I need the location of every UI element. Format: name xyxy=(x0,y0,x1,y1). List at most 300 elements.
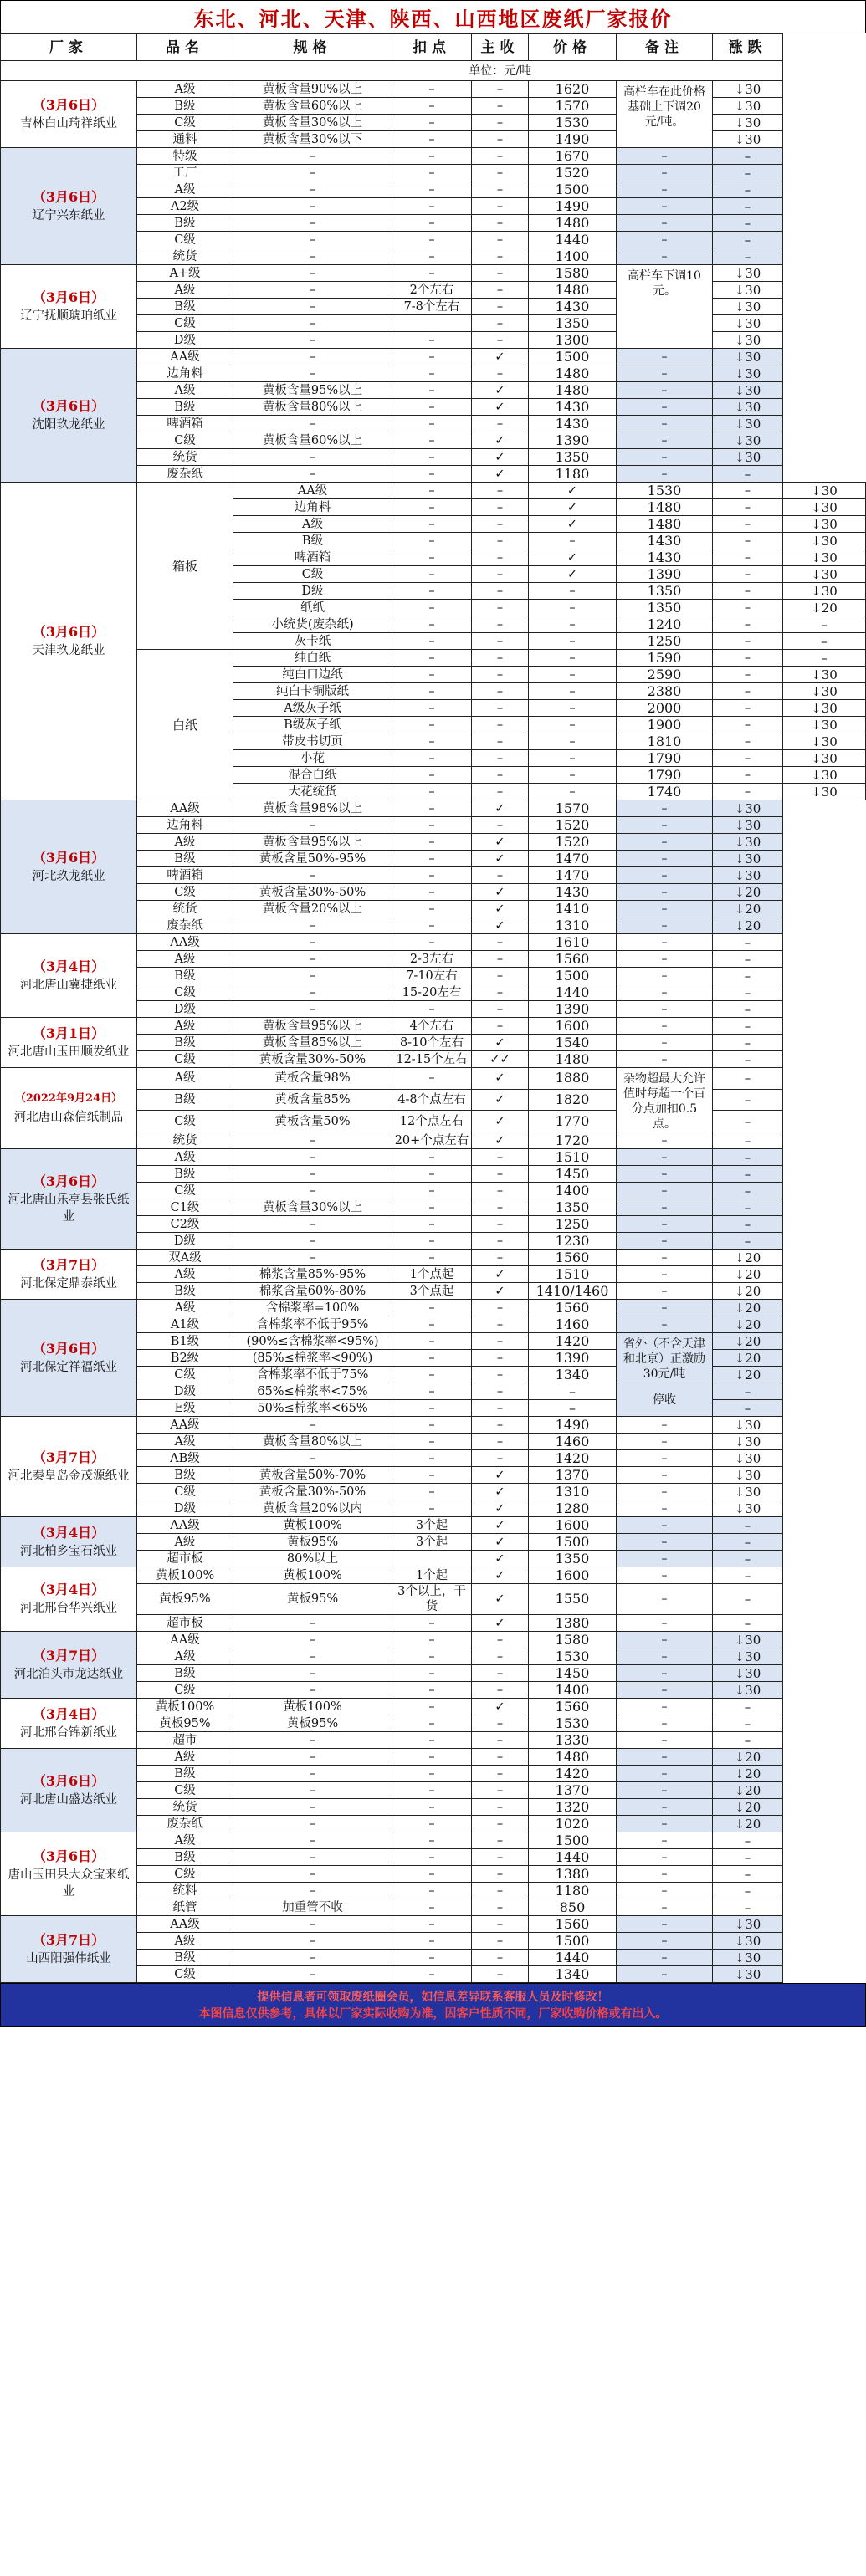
deduction-cell: – xyxy=(392,1467,472,1484)
note-cell: – xyxy=(617,1916,713,1933)
spec-cell: 黄板100% xyxy=(233,1699,392,1715)
price-cell: 1900 xyxy=(617,717,713,733)
company-cell xyxy=(1,265,137,349)
note-cell: – xyxy=(617,1799,713,1816)
change-cell: ↓30 xyxy=(713,1484,783,1500)
note-cell: – xyxy=(713,700,783,717)
main-collect-cell: – xyxy=(472,1417,529,1434)
note-cell: – xyxy=(617,1001,713,1018)
header-company: 厂家 xyxy=(1,34,137,61)
main-collect-cell: ✓ xyxy=(529,549,617,566)
product-cell: 通料 xyxy=(137,131,233,148)
main-collect-cell: ✓✓ xyxy=(472,1051,529,1068)
company-cell xyxy=(1,1250,137,1300)
company-name: 河北秦皇岛金茂源纸业 xyxy=(8,1469,130,1483)
main-collect-cell: – xyxy=(472,215,529,232)
product-cell: B级 xyxy=(137,1766,233,1782)
price-cell: 1330 xyxy=(529,1732,617,1749)
company-name: 河北邢台华兴纸业 xyxy=(20,1602,117,1615)
spec-cell: – xyxy=(233,1832,392,1849)
main-collect-cell: ✓ xyxy=(472,800,529,817)
price-cell: 1350 xyxy=(617,600,713,616)
company-cell xyxy=(1,1567,137,1632)
spec-cell: – xyxy=(233,165,392,181)
company-cell xyxy=(1,934,137,1018)
product-cell: D级 xyxy=(137,1500,233,1517)
price-cell: 1450 xyxy=(529,1665,617,1682)
product-cell: 黄板100% xyxy=(137,1567,233,1584)
change-cell: – xyxy=(713,148,783,165)
main-collect-cell: – xyxy=(472,1933,529,1950)
product-cell: C2级 xyxy=(137,1216,233,1233)
deduction-cell: – xyxy=(472,533,529,549)
deduction-cell: – xyxy=(392,1799,472,1816)
change-cell: ↓20 xyxy=(713,901,783,917)
price-cell: – xyxy=(529,1400,617,1417)
note-cell: – xyxy=(617,1183,713,1199)
company-name: 河北唐山盛达纸业 xyxy=(20,1792,117,1807)
deduction-cell: 2个左右 xyxy=(392,282,472,299)
main-collect-cell: – xyxy=(529,750,617,767)
deduction-cell: – xyxy=(392,1350,472,1367)
product-cell: A+级 xyxy=(137,265,233,282)
price-cell: 1410 xyxy=(529,901,617,917)
spec-cell: 黄板含量50%-95% xyxy=(233,851,392,867)
price-cell: 1600 xyxy=(529,1517,617,1534)
deduction-cell: – xyxy=(392,1648,472,1665)
company-date: （3月4日） xyxy=(32,1582,105,1597)
spec-cell: – xyxy=(392,750,472,767)
deduction-cell: – xyxy=(392,466,472,483)
note-cell: – xyxy=(617,1534,713,1551)
spec-cell: 黄板含量30%-50% xyxy=(233,884,392,901)
main-collect-cell: ✓ xyxy=(472,1551,529,1567)
spec-cell: – xyxy=(233,1149,392,1166)
note-cell: – xyxy=(713,667,783,683)
product-cell: B级 xyxy=(137,1467,233,1484)
deduction-cell: – xyxy=(392,1950,472,1966)
spec-cell: (85%≤棉浆率<90%) xyxy=(233,1350,392,1367)
deduction-cell: 7-10左右 xyxy=(392,968,472,984)
product-cell: 边角料 xyxy=(137,365,233,382)
price-cell: 1390 xyxy=(529,1350,617,1367)
spec-cell: – xyxy=(233,1001,392,1018)
note-cell: – xyxy=(713,717,783,733)
product-cell: C1级 xyxy=(137,1199,233,1216)
main-collect-cell: – xyxy=(529,633,617,650)
note-cell: – xyxy=(617,1615,713,1632)
spec-cell: – xyxy=(233,1417,392,1434)
price-cell: 1020 xyxy=(529,1816,617,1832)
company-date: （3月6日） xyxy=(32,1173,105,1189)
spec-cell: – xyxy=(392,700,472,717)
product-cell: A1级 xyxy=(137,1316,233,1333)
deduction-cell: – xyxy=(392,1001,472,1018)
deduction-cell: – xyxy=(392,1766,472,1782)
spec-cell: – xyxy=(392,667,472,683)
note-cell: – xyxy=(617,198,713,215)
main-collect-cell: – xyxy=(472,148,529,165)
product-cell: 统货 xyxy=(137,248,233,265)
price-cell: 1420 xyxy=(529,1450,617,1467)
product-cell: E级 xyxy=(137,1400,233,1417)
spec-cell: – xyxy=(233,349,392,365)
company-date: （3月6日） xyxy=(32,1848,105,1864)
note-cell: – xyxy=(617,1250,713,1266)
deduction-cell: – xyxy=(392,1166,472,1183)
main-collect-cell: – xyxy=(472,934,529,951)
product-cell: C级 xyxy=(137,984,233,1001)
main-collect-cell: ✓ xyxy=(472,1035,529,1051)
deduction-cell: – xyxy=(392,1316,472,1333)
deduction-cell: 15-20左右 xyxy=(392,984,472,1001)
main-collect-cell: – xyxy=(529,650,617,667)
note-cell: – xyxy=(617,1699,713,1715)
deduction-cell: – xyxy=(392,1149,472,1166)
spec-cell: 黄板含量98% xyxy=(233,1068,392,1090)
deduction-cell: – xyxy=(392,98,472,115)
price-cell: 1480 xyxy=(617,499,713,516)
main-collect-cell: ✓ xyxy=(472,901,529,917)
price-cell: 1570 xyxy=(529,98,617,115)
deduction-cell: – xyxy=(392,934,472,951)
main-collect-cell: – xyxy=(472,1849,529,1866)
main-collect-cell: – xyxy=(472,198,529,215)
note-cell: – xyxy=(617,181,713,198)
main-collect-cell: – xyxy=(529,533,617,549)
note-cell: – xyxy=(617,148,713,165)
change-cell: ↓20 xyxy=(713,917,783,934)
spec-cell: – xyxy=(233,1916,392,1933)
spec-cell: – xyxy=(233,951,392,968)
deduction-cell: – xyxy=(392,416,472,432)
main-collect-cell: – xyxy=(472,1367,529,1383)
change-cell: ↓30 xyxy=(713,332,783,349)
price-cell: 1880 xyxy=(529,1068,617,1090)
note-cell: – xyxy=(617,817,713,834)
price-cell: 1420 xyxy=(529,1333,617,1350)
company-name: 山西阳强伟纸业 xyxy=(26,1951,111,1965)
table-row xyxy=(1,349,866,365)
spec-cell: 黄板含量50%-70% xyxy=(233,1467,392,1484)
product-cell: 边角料 xyxy=(233,499,392,516)
main-collect-cell: ✓ xyxy=(472,1534,529,1551)
product-cell: AA级 xyxy=(137,1417,233,1434)
product-cell: A级 xyxy=(137,1018,233,1035)
main-collect-cell: ✓ xyxy=(472,1467,529,1484)
spec-cell: – xyxy=(392,583,472,600)
deduction-cell: – xyxy=(392,198,472,215)
price-cell: 1470 xyxy=(529,867,617,884)
price-cell: 1770 xyxy=(529,1111,617,1132)
company-cell xyxy=(1,1018,137,1068)
company-cell xyxy=(1,349,137,483)
price-cell: 1430 xyxy=(529,299,617,315)
spec-cell: – xyxy=(233,1732,392,1749)
company-name: 辽宁抚顺琥珀纸业 xyxy=(20,309,117,323)
note-cell: – xyxy=(617,1883,713,1899)
main-collect-cell: ✓ xyxy=(472,1584,529,1615)
note-cell: – xyxy=(617,349,713,365)
change-cell: ↓30 xyxy=(713,382,783,399)
change-cell: – xyxy=(713,1699,783,1715)
price-cell: 1670 xyxy=(529,148,617,165)
table-row xyxy=(1,81,866,98)
main-collect-cell: ✓ xyxy=(472,382,529,399)
product-cell: AA级 xyxy=(137,1632,233,1648)
spec-cell: – xyxy=(233,332,392,349)
company-date: （3月7日） xyxy=(32,1647,105,1664)
spec-cell: 含棉浆率不低于95% xyxy=(233,1316,392,1333)
change-cell: – xyxy=(713,1400,783,1417)
change-cell: ↓30 xyxy=(783,733,866,750)
product-cell: B级 xyxy=(137,968,233,984)
spec-cell: – xyxy=(233,1166,392,1183)
main-collect-cell: – xyxy=(529,583,617,600)
spec-cell: – xyxy=(233,282,392,299)
spec-cell: – xyxy=(392,633,472,650)
product-cell: 大花统货 xyxy=(233,784,392,800)
deduction-cell: – xyxy=(392,851,472,867)
company-date: （3月6日） xyxy=(32,849,105,866)
company-cell xyxy=(1,1517,137,1567)
note-cell: – xyxy=(617,1517,713,1534)
spec-cell: – xyxy=(233,198,392,215)
deduction-cell: – xyxy=(392,131,472,148)
change-cell: – xyxy=(713,466,783,483)
change-cell: ↓30 xyxy=(713,399,783,416)
note-cell: – xyxy=(713,616,783,633)
footer-line-1: 提供信息者可领取废纸圈会员，如信息差异联系客服人员及时修改！ xyxy=(257,1991,609,2004)
change-cell: – xyxy=(713,1732,783,1749)
price-cell: 1430 xyxy=(529,416,617,432)
price-cell: 1400 xyxy=(529,1682,617,1699)
product-cell: A级 xyxy=(137,81,233,98)
change-cell: ↓30 xyxy=(783,566,866,583)
price-cell: 1390 xyxy=(529,1001,617,1018)
deduction-cell: – xyxy=(392,884,472,901)
note-cell: – xyxy=(617,1035,713,1051)
price-cell: 1390 xyxy=(617,566,713,583)
change-cell: – xyxy=(713,951,783,968)
product-cell: A级 xyxy=(137,1749,233,1766)
deduction-cell: – xyxy=(392,1183,472,1199)
change-cell: ↓30 xyxy=(713,800,783,817)
price-cell: 1310 xyxy=(529,917,617,934)
deduction-cell: – xyxy=(472,549,529,566)
main-collect-cell: ✓ xyxy=(472,1517,529,1534)
change-cell: ↓30 xyxy=(713,1950,783,1966)
deduction-cell: – xyxy=(472,616,529,633)
change-cell: ↓30 xyxy=(783,483,866,499)
change-cell: – xyxy=(713,968,783,984)
spec-cell: 棉浆含量60%-80% xyxy=(233,1283,392,1300)
spec-cell: – xyxy=(392,516,472,533)
price-cell: 1500 xyxy=(529,1933,617,1950)
price-cell: 1430 xyxy=(529,884,617,901)
change-cell: – xyxy=(713,1883,783,1899)
main-collect-cell: – xyxy=(529,600,617,616)
main-collect-cell: ✓ xyxy=(472,1068,529,1090)
company-cell xyxy=(1,81,137,148)
main-collect-cell: ✓ xyxy=(472,1500,529,1517)
note-cell: – xyxy=(617,1899,713,1916)
spec-cell: – xyxy=(233,968,392,984)
note-cell: – xyxy=(713,683,783,700)
main-collect-cell: ✓ xyxy=(529,483,617,499)
company-date: （3月4日） xyxy=(32,1705,105,1722)
main-collect-cell: ✓ xyxy=(472,466,529,483)
product-cell: 纯白口边纸 xyxy=(233,667,392,683)
note-cell: 高栏车在此价格基础上下调20元/吨。 xyxy=(617,81,713,148)
table-row xyxy=(1,800,866,817)
header-change: 涨跌 xyxy=(713,34,783,61)
note-cell: – xyxy=(617,1434,713,1450)
note-cell: – xyxy=(617,851,713,867)
price-cell: 1530 xyxy=(529,1648,617,1665)
change-cell: ↓30 xyxy=(783,750,866,767)
deduction-cell: – xyxy=(392,1899,472,1916)
deduction-cell: – xyxy=(392,1816,472,1832)
header-product: 品名 xyxy=(137,34,233,61)
change-cell: ↓30 xyxy=(713,315,783,332)
product-cell: 边角料 xyxy=(137,817,233,834)
change-cell: – xyxy=(713,1233,783,1250)
note-cell: 高栏车下调10元。 xyxy=(617,265,713,349)
table-row xyxy=(1,1417,866,1434)
deduction-cell: – xyxy=(472,667,529,683)
change-cell: ↓30 xyxy=(713,1933,783,1950)
price-cell: 1600 xyxy=(529,1018,617,1035)
product-cell: 纸管 xyxy=(137,1899,233,1916)
main-collect-cell: – xyxy=(472,365,529,382)
main-collect-cell: ✓ xyxy=(472,432,529,449)
spec-cell: 棉浆含量85%-95% xyxy=(233,1266,392,1283)
deduction-cell: – xyxy=(392,81,472,98)
deduction-cell: – xyxy=(392,382,472,399)
price-cell: 1430 xyxy=(617,533,713,549)
price-cell: – xyxy=(529,1383,617,1400)
spec-cell: – xyxy=(233,934,392,951)
note-cell: – xyxy=(617,951,713,968)
company-date: （3月4日） xyxy=(32,1524,105,1541)
spec-cell: – xyxy=(392,733,472,750)
note-cell: – xyxy=(617,867,713,884)
price-cell: 1560 xyxy=(529,1699,617,1715)
spec-cell: – xyxy=(233,299,392,315)
deduction-cell: – xyxy=(392,432,472,449)
price-cell: 1470 xyxy=(529,851,617,867)
note-cell: – xyxy=(617,466,713,483)
change-cell: ↓30 xyxy=(783,516,866,533)
note-cell: – xyxy=(617,1567,713,1584)
change-cell: – xyxy=(713,215,783,232)
change-cell: ↓30 xyxy=(783,499,866,516)
deduction-cell: 4个左右 xyxy=(392,1018,472,1035)
price-cell: 1520 xyxy=(529,834,617,851)
note-cell: – xyxy=(617,215,713,232)
change-cell: – xyxy=(713,1567,783,1584)
company-cell xyxy=(1,1699,137,1749)
note-cell: – xyxy=(617,1266,713,1283)
main-collect-cell: – xyxy=(472,1250,529,1266)
product-cell: C级 xyxy=(233,566,392,583)
change-cell: ↓30 xyxy=(713,1648,783,1665)
deduction-cell: 7-8个左右 xyxy=(392,299,472,315)
spec-cell: – xyxy=(233,1250,392,1266)
price-cell: 1480 xyxy=(617,516,713,533)
deduction-cell: 1个点起 xyxy=(392,1266,472,1283)
deduction-cell: – xyxy=(392,1682,472,1699)
deduction-cell: – xyxy=(392,232,472,248)
change-cell: – xyxy=(783,650,866,667)
company-name: 河北唐山冀捷纸业 xyxy=(20,978,117,992)
main-collect-cell: – xyxy=(472,248,529,265)
price-cell: 1370 xyxy=(529,1782,617,1799)
company-date: （3月6日） xyxy=(32,96,105,113)
spec-cell: – xyxy=(233,1883,392,1899)
deduction-cell: – xyxy=(392,1966,472,1983)
product-cell: B级 xyxy=(137,1035,233,1051)
price-cell: 1790 xyxy=(617,750,713,767)
spec-cell: 黄板含量85%以上 xyxy=(233,1035,392,1051)
spec-cell: – xyxy=(392,600,472,616)
main-collect-cell: – xyxy=(472,81,529,98)
product-cell: AA级 xyxy=(137,800,233,817)
spec-cell: – xyxy=(233,867,392,884)
spec-cell: – xyxy=(233,1816,392,1832)
product-cell: C级 xyxy=(137,432,233,449)
product-cell: D级 xyxy=(137,332,233,349)
price-cell: 1400 xyxy=(529,1183,617,1199)
company-name: 辽宁兴东纸业 xyxy=(32,208,105,222)
main-collect-cell: ✓ xyxy=(472,1699,529,1715)
spec-cell: – xyxy=(392,767,472,784)
price-cell: 1490 xyxy=(529,1417,617,1434)
note-cell: – xyxy=(617,1051,713,1068)
product-cell: C级 xyxy=(137,1111,233,1132)
price-cell: 1310 xyxy=(529,1484,617,1500)
product-cell: A级 xyxy=(233,516,392,533)
deduction-cell: – xyxy=(392,917,472,934)
spec-cell: 80%以上 xyxy=(233,1551,392,1567)
deduction-cell: – xyxy=(392,1500,472,1517)
change-cell: ↓20 xyxy=(713,1367,783,1383)
spec-cell: – xyxy=(233,1132,392,1149)
change-cell: – xyxy=(713,1899,783,1916)
deduction-cell: – xyxy=(392,1250,472,1266)
change-cell: – xyxy=(713,1551,783,1567)
deduction-cell: 1个起 xyxy=(392,1567,472,1584)
change-cell: – xyxy=(713,1018,783,1035)
spec-cell: – xyxy=(233,365,392,382)
change-cell: ↓20 xyxy=(713,1333,783,1350)
spec-cell: – xyxy=(233,1866,392,1883)
product-cell: 啤酒箱 xyxy=(137,416,233,432)
company-name: 天津玖龙纸业 xyxy=(32,643,105,657)
main-collect-cell: ✓ xyxy=(472,399,529,416)
change-cell: – xyxy=(713,198,783,215)
main-collect-cell: ✓ xyxy=(529,499,617,516)
price-cell: 1300 xyxy=(529,332,617,349)
deduction-cell: – xyxy=(392,265,472,282)
deduction-cell: – xyxy=(392,1866,472,1883)
deduction-cell: – xyxy=(392,215,472,232)
company-date: （3月6日） xyxy=(32,289,105,305)
spec-cell: – xyxy=(392,483,472,499)
company-cell xyxy=(1,1916,137,1983)
main-collect-cell: – xyxy=(472,1732,529,1749)
